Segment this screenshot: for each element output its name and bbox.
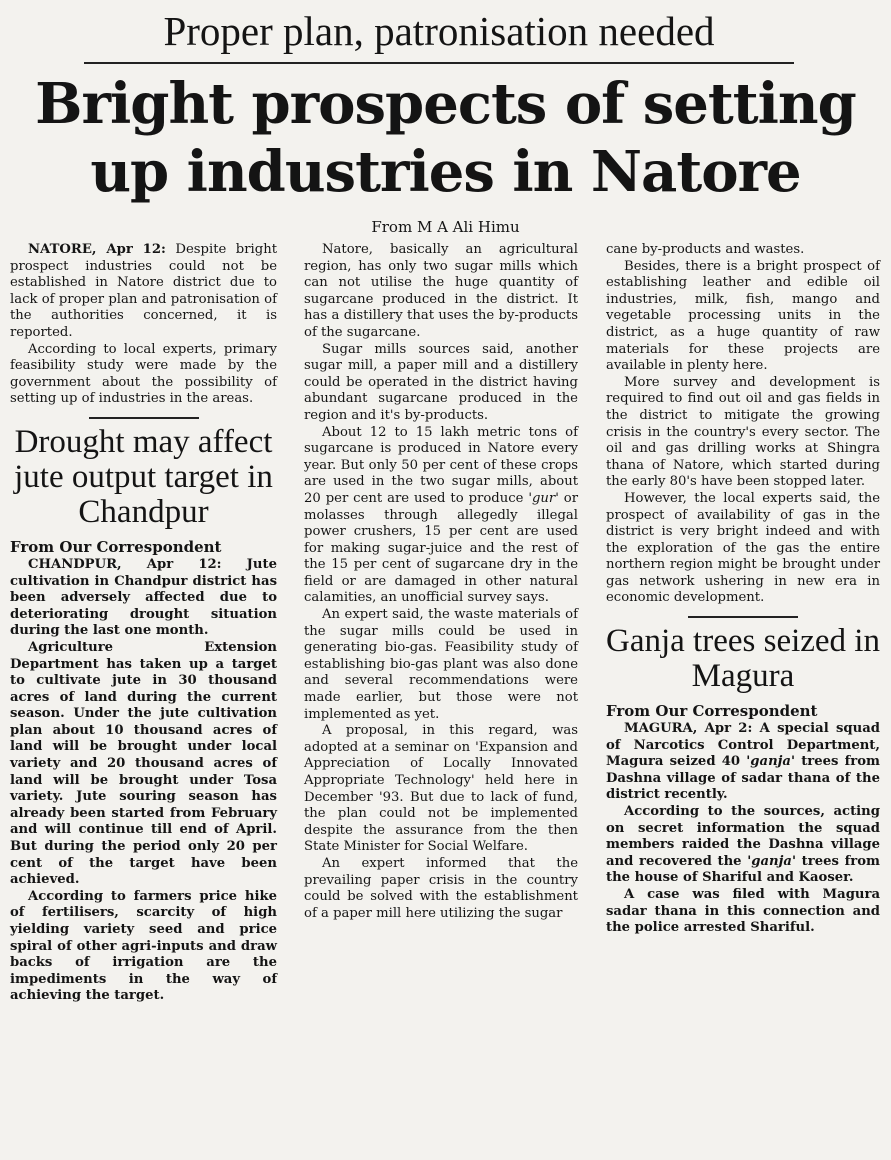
dateline: NATORE, Apr 12: xyxy=(28,242,166,257)
ganja-headline: Ganja trees seized in Magura xyxy=(606,623,880,695)
natore-paragraph xyxy=(10,242,277,342)
natore-paragraph xyxy=(304,425,578,608)
drought-paragraph xyxy=(10,557,277,640)
paragraph-text: trees from Dashna village of sadar thana of the district recently. xyxy=(606,754,880,803)
ganja-paragraph: A case was filed with Magura sadar thana in this connection and the police arrested Shariful. xyxy=(606,887,880,936)
separator-rule xyxy=(688,616,798,618)
ganja-article xyxy=(606,721,880,937)
paragraph-text: Jute cultivation in Chandpur district has been adversely affected due to deteriorating drought situation during the last one month. xyxy=(10,556,277,639)
kicker-rule xyxy=(84,62,794,64)
natore-paragraph: Sugar mills sources said, another sugar mill, a paper mill and a distillery could be operated in the district having abundant sugarcane produced in the region and it's by-products. xyxy=(304,341,578,423)
drought-article xyxy=(10,557,277,1005)
drought-paragraph: Agriculture Extension Department has taken up a target to cultivate jute in 30 thousand acres of land during the current season. Under the jute cultivation plan about 10 thousand acres of land will be brought under local variety and 20 thousand acres of land will be brought under Tosa variety. Jute souring season has already been started from February and will continue till end of April. But during the period only 20 per cent of the target have been achieved. xyxy=(10,639,277,888)
separator-rule xyxy=(89,417,199,419)
column-3 xyxy=(606,242,880,937)
main-byline: From M A Ali Himu xyxy=(371,218,520,236)
headline-line-1: Bright prospects of setting xyxy=(35,71,856,137)
column-1 xyxy=(10,242,277,1005)
paragraph-text: According to the sources, acting on secret information the squad members raided the Dashna village and recovered the xyxy=(606,804,880,869)
drought-headline: Drought may affect jute output target in Chandpur xyxy=(14,423,273,530)
headline-line-2: up industries in Natore xyxy=(90,139,801,205)
natore-paragraph: Besides, there is a bright prospect of establishing leather and edible oil industries, milk, fish, mango and vegetable processing units in the district, as a huge quantity of raw materials for these projects are available in plenty here. xyxy=(606,258,880,374)
natore-paragraph: cane by-products and wastes. xyxy=(606,242,805,257)
italic-term: 'ganja' xyxy=(746,754,796,770)
italic-term: 'ganja' xyxy=(747,853,796,869)
paragraph-text: or molasses through allegedly illegal power crushers, 15 per cent are used for making sugar-juice and the rest of the 15 per cent of sugarcane dry in the field or are damaged in other natural calamities, an unofficial survey says. xyxy=(304,490,578,606)
main-headline xyxy=(0,70,891,206)
ganja-paragraph xyxy=(606,804,880,887)
natore-paragraph: An expert informed that the prevailing paper crisis in the country could be solved with the establishment of a paper mill here utilizing the sugar xyxy=(304,855,578,921)
natore-paragraph: An expert said, the waste materials of the sugar mills could be used in generating bio-gas. Feasibility study of establishing bio-gas plant was also done and several recommendations were made earlier, but those were not implemented as yet. xyxy=(304,607,578,722)
dateline: MAGURA, Apr 2: xyxy=(624,721,753,737)
natore-paragraph: A proposal, in this regard, was adopted at a seminar on 'Expansion and Appreciation of Locally Innovated Appropriate Technology' held here in December '93. But due to lack of fund, the plan could not be implemented despite the assurance from the then State Minister for Social Welfare. xyxy=(304,723,578,855)
paragraph-text: A special squad of Narcotics Control Department, Magura seized 40 xyxy=(606,721,880,770)
paragraph-text: trees from the house of Shariful and Kaoser. xyxy=(606,853,880,886)
italic-term: 'gur' xyxy=(528,490,559,506)
paragraph-text: Despite bright prospect industries could not be established in Natore district due to lack of proper plan and patronisation of the authorities concerned, it is reported. xyxy=(10,242,277,340)
dateline: CHANDPUR, Apr 12: xyxy=(28,556,222,572)
natore-paragraph: Natore, basically an agricultural region, has only two sugar mills which can not utilise the huge quantity of sugarcane produced in the district. It has a distillery that uses the by-products of the sugarcane. xyxy=(304,242,578,340)
column-2 xyxy=(304,242,578,922)
ganja-paragraph xyxy=(606,721,880,804)
natore-paragraph: According to local experts, primary feasibility study were made by the government about the possibility of setting up of industries in the areas. xyxy=(10,341,277,407)
natore-paragraph: However, the local experts said, the prospect of availability of gas in the district is very bright indeed and with the exploration of the gas the entire northern region might be brought under gas network ushering in new era in economic development. xyxy=(606,490,880,606)
natore-paragraph: More survey and development is required to find out oil and gas fields in the district to mitigate the growing crisis in the country's every sector. The oil and gas drilling works at Shingra thana of Natore, which started during the early 80's have been stopped later. xyxy=(606,374,880,490)
drought-byline: From Our Correspondent xyxy=(10,537,222,556)
kicker: Proper plan, patronisation needed xyxy=(163,8,715,54)
kicker-block xyxy=(84,6,794,64)
drought-paragraph: According to farmers price hike of fertilisers, scarcity of high yielding variety seed and price spiral of other agri-inputs and draw backs of irrigation are the impediments in the way of achieving the target. xyxy=(10,888,277,1004)
ganja-byline: From Our Correspondent xyxy=(606,702,818,721)
paragraph-text: About 12 to 15 lakh metric tons of sugarcane is produced in Natore every year. But only 50 per cent of these crops are used in the two sugar mills, about 20 per cent are used to produce xyxy=(304,424,578,506)
